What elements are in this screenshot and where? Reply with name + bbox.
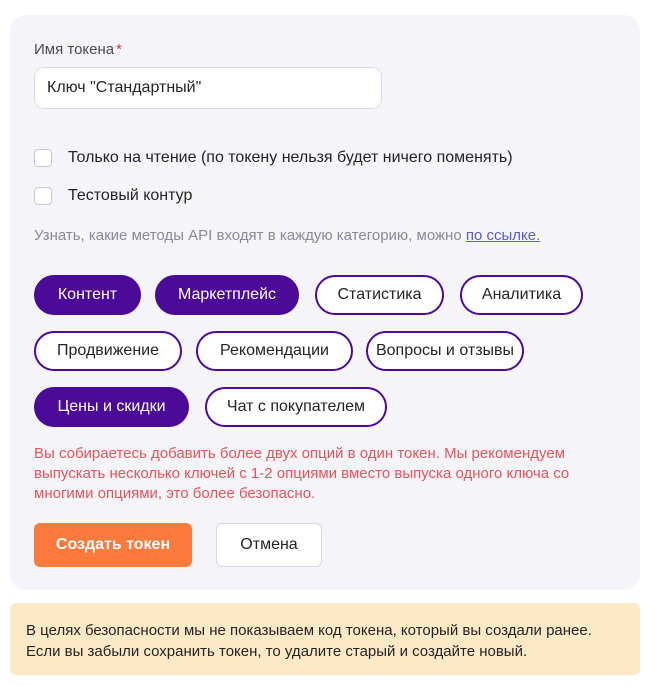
- api-methods-info-text: Узнать, какие методы API входят в каждую категорию, можно: [34, 227, 466, 244]
- category-chip-questions-reviews[interactable]: Вопросы и отзывы: [366, 331, 524, 371]
- category-chip-recommendations[interactable]: Рекомендации: [196, 331, 353, 371]
- api-methods-info: [34, 227, 540, 244]
- security-notice: В целях безопасности мы не показываем код токена, который вы создали ранее. Если вы забыли сохранить токен, то удалите старый и создайте новый.: [10, 603, 640, 675]
- readonly-checkbox[interactable]: [34, 149, 52, 167]
- too-many-options-warning: Вы собираетесь добавить более двух опций в один токен. Мы рекомендуем выпускать несколько ключей с 1-2 опциями вместо выпуска одного ключа со многими опциями, это более безопасно.: [34, 445, 570, 502]
- create-token-button[interactable]: Создать токен: [34, 523, 192, 567]
- token-name-label: [34, 41, 122, 58]
- category-chip-content[interactable]: Контент: [34, 275, 141, 315]
- test-contour-checkbox[interactable]: [34, 187, 52, 205]
- category-chip-marketplace[interactable]: Маркетплейс: [155, 275, 299, 315]
- category-chip-analytics[interactable]: Аналитика: [460, 275, 583, 315]
- token-name-label-text: Имя токена: [34, 41, 115, 58]
- readonly-option[interactable]: [34, 149, 513, 167]
- cancel-button[interactable]: Отмена: [216, 523, 322, 567]
- test-contour-option[interactable]: [34, 187, 192, 205]
- category-chip-buyer-chat[interactable]: Чат с покупателем: [205, 387, 387, 427]
- category-chip-promotion[interactable]: Продвижение: [34, 331, 182, 371]
- category-chip-statistics[interactable]: Статистика: [315, 275, 444, 315]
- token-name-input[interactable]: [34, 67, 382, 109]
- required-mark: *: [116, 41, 122, 58]
- readonly-label: Только на чтение (по токену нельзя будет ничего поменять): [68, 149, 513, 166]
- category-chip-prices-discounts[interactable]: Цены и скидки: [34, 387, 189, 427]
- test-contour-label: Тестовый контур: [68, 187, 193, 204]
- api-methods-link[interactable]: по ссылке.: [465, 227, 541, 244]
